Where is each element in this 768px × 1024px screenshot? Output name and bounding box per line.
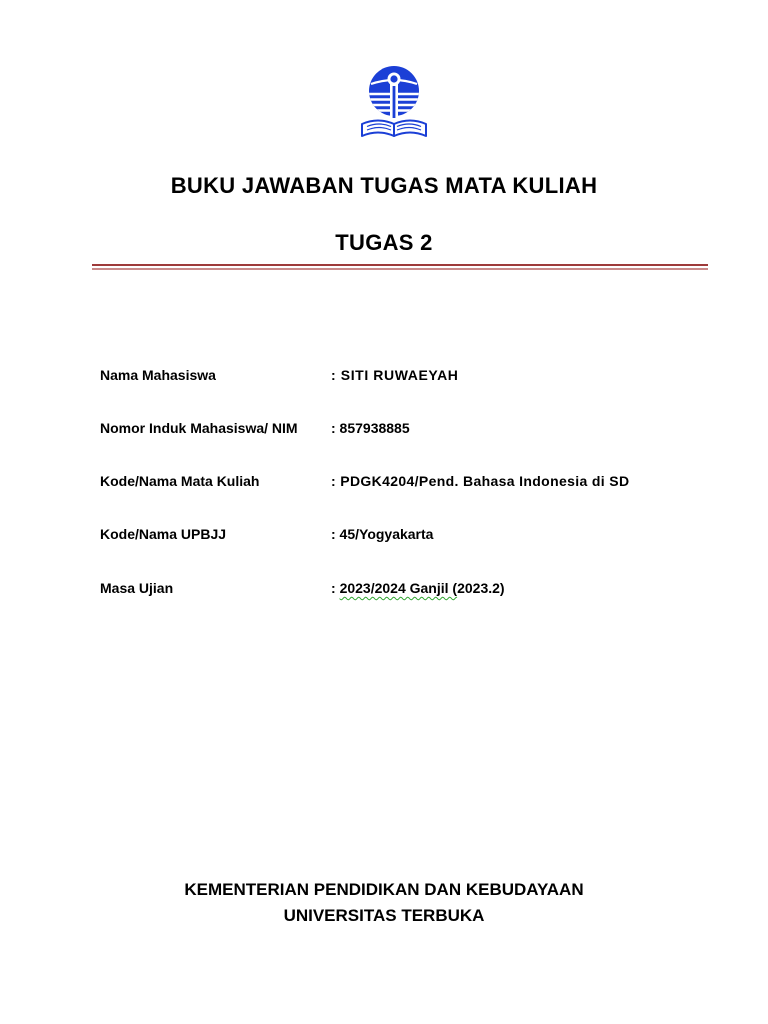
form-row-nim xyxy=(0,419,768,437)
divider-line-top xyxy=(92,264,708,266)
field-value-masa-ujian xyxy=(331,579,505,597)
field-value-upbjj: : 45/Yogyakarta xyxy=(331,526,434,542)
field-label-nim: Nomor Induk Mahasiswa/ NIM xyxy=(100,420,298,436)
field-value-nim: : 857938885 xyxy=(331,420,410,436)
field-label-nama: Nama Mahasiswa xyxy=(100,367,216,383)
form-row-upbjj xyxy=(0,525,768,543)
form-row-nama xyxy=(0,366,768,384)
task-title: TUGAS 2 xyxy=(335,230,433,255)
field-label-upbjj: Kode/Nama UPBJJ xyxy=(100,526,227,542)
document-title: BUKU JAWABAN TUGAS MATA KULIAH xyxy=(170,173,598,198)
spellcheck-underlined-text: 2023/2024 Ganjil ( xyxy=(339,580,458,596)
divider-line-bottom xyxy=(92,268,708,270)
ministry-name: KEMENTERIAN PENDIDIKAN DAN KEBUDAYAAN xyxy=(184,880,584,899)
title-divider xyxy=(92,264,708,271)
form-row-masa-ujian xyxy=(0,579,768,597)
field-label-masa-ujian: Masa Ujian xyxy=(100,580,174,596)
value-prefix: : xyxy=(331,580,340,596)
value-rest: 2023.2) xyxy=(457,580,505,596)
university-logo xyxy=(358,64,430,138)
field-value-mata-kuliah: : PDGK4204/Pend. Bahasa Indonesia di SD xyxy=(331,473,630,489)
globe-book-icon xyxy=(358,64,430,138)
field-label-mata-kuliah: Kode/Nama Mata Kuliah xyxy=(100,473,260,489)
university-name: UNIVERSITAS TERBUKA xyxy=(283,906,485,925)
field-value-nama: : SITI RUWAEYAH xyxy=(331,367,459,383)
form-row-mata-kuliah xyxy=(0,472,768,490)
